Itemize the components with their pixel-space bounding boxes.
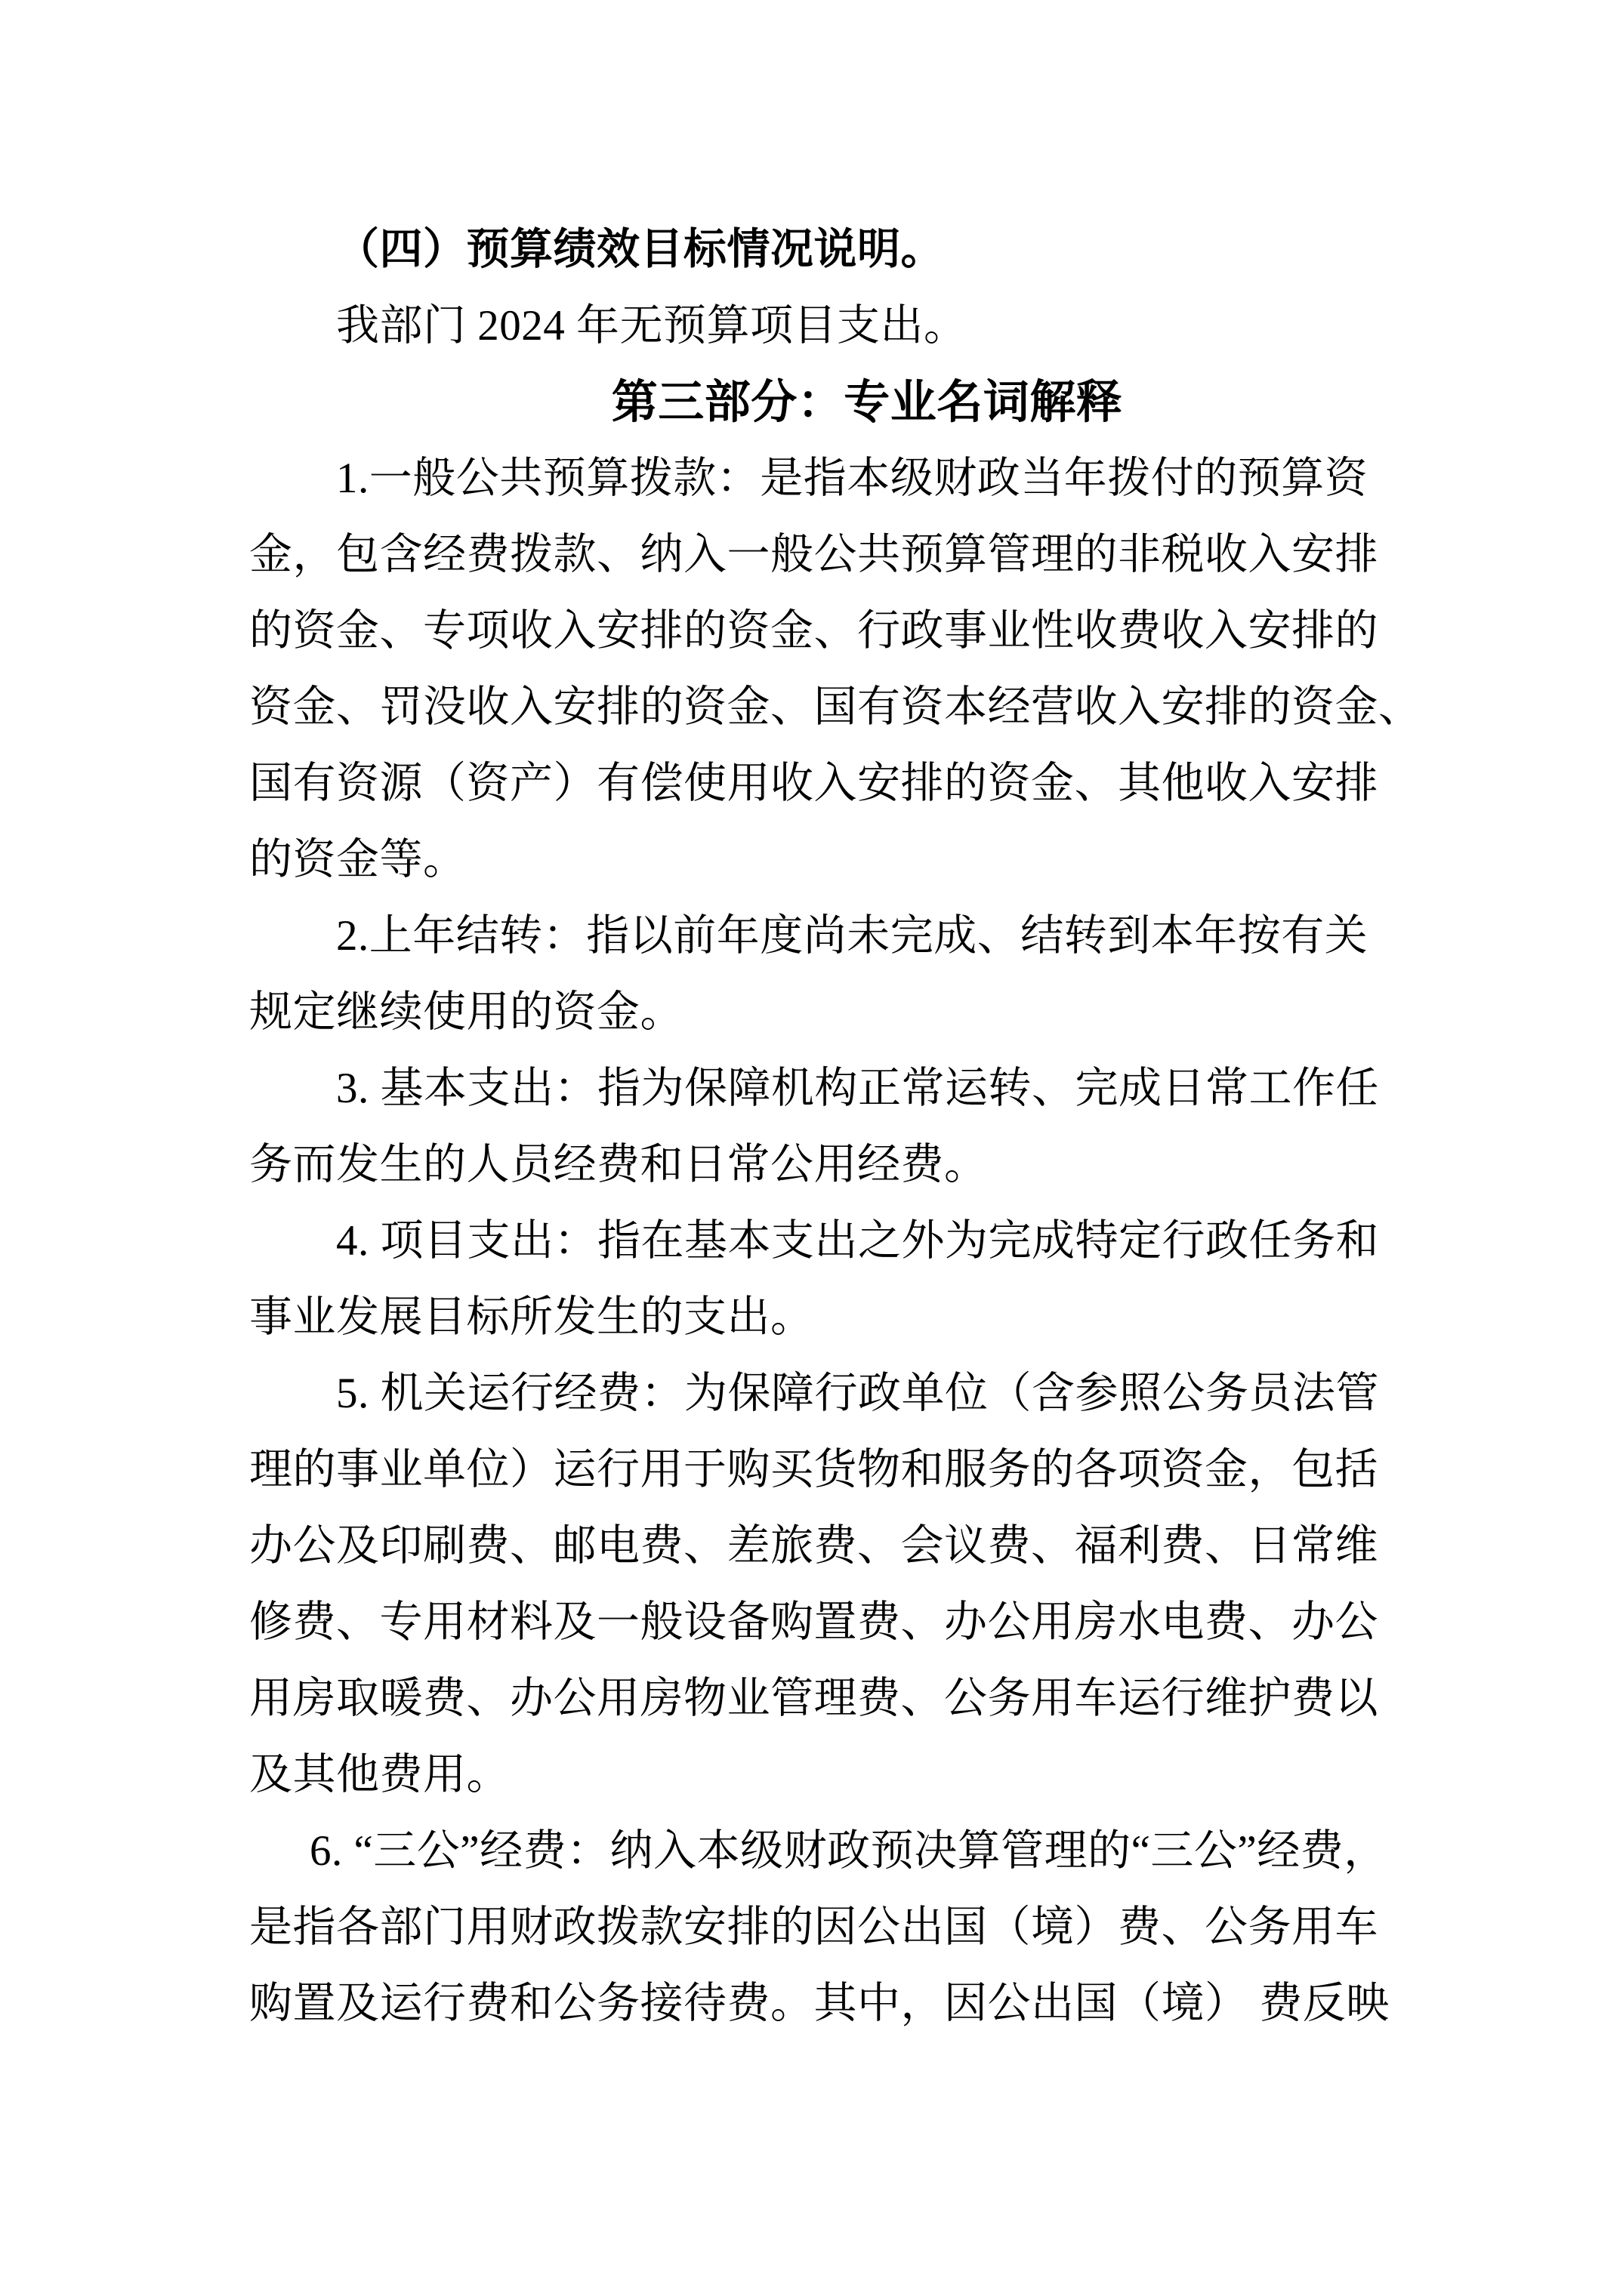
term-definition-1-line-2: 金，包含经费拨款、纳入一般公共预算管理的非税收入安排 (249, 531, 1378, 578)
term-definition-4-line-1: 4. 项目支出：指在基本支出之外为完成特定行政任务和 (336, 1217, 1379, 1265)
term-definition-5-line-5: 用房取暖费、办公用房物业管理费、公务用车运行维护费以 (249, 1675, 1378, 1722)
term-definition-1-line-4: 资金、罚没收入安排的资金、国有资本经营收入安排的资金、 (249, 683, 1422, 731)
term-definition-2-line-2: 规定继续使用的资金。 (249, 988, 683, 1036)
term-definition-1-line-5: 国有资源（资产）有偿使用收入安排的资金、其他收入安排 (249, 760, 1378, 807)
term-definition-6-line-1: 6. “三公”经费：纳入本级财政预决算管理的“三公”经费， (310, 1827, 1387, 1875)
term-definition-2-line-1: 2.上年结转：指以前年度尚未完成、结转到本年按有关 (336, 912, 1368, 960)
term-definition-5-line-1: 5. 机关运行经费：为保障行政单位（含参照公务员法管 (336, 1370, 1379, 1417)
term-definition-6 (249, 1813, 1390, 2042)
section-4-body-line-1: 我部门 2024 年无预算项目支出。 (336, 302, 967, 350)
term-definition-5-line-2: 理的事业单位）运行用于购买货物和服务的各项资金，包括 (249, 1446, 1378, 1493)
part-3-title (249, 364, 1379, 440)
section-heading-4-line-1: （四）预算绩效目标情况说明。 (336, 226, 944, 273)
part-3-title-line-1: 第三部分：专业名词解释 (611, 376, 1123, 427)
term-definition-3-line-2: 务而发生的人员经费和日常公用经费。 (249, 1141, 988, 1188)
term-definition-5 (249, 1355, 1379, 1813)
term-definition-2 (249, 898, 1379, 1050)
term-definition-6-line-2: 是指各部门用财政拨款安排的因公出国（境）费、公务用车 (249, 1903, 1378, 1951)
term-definition-3 (249, 1050, 1379, 1203)
term-definition-5-line-4: 修费、专用材料及一般设备购置费、办公用房水电费、办公 (249, 1598, 1378, 1646)
term-definition-1-line-6: 的资金等。 (249, 836, 467, 883)
term-definition-6-line-3: 购置及运行费和公务接待费。其中，因公出国（境） 费反映 (249, 1980, 1390, 2027)
term-definition-4-line-2: 事业发展目标所发生的支出。 (249, 1293, 814, 1341)
term-definition-1-line-1: 1.一般公共预算拨款：是指本级财政当年拨付的预算资 (336, 455, 1368, 502)
term-definition-5-line-6: 及其他费用。 (249, 1751, 510, 1798)
term-definition-4 (249, 1203, 1379, 1355)
term-definition-3-line-1: 3. 基本支出：指为保障机构正常运转、完成日常工作任 (336, 1065, 1379, 1112)
text-column (249, 211, 1422, 2042)
term-definition-5-line-3: 办公及印刷费、邮电费、差旅费、会议费、福利费、日常维 (249, 1522, 1378, 1570)
term-definition-1 (249, 440, 1422, 898)
section-4-body (249, 288, 1379, 364)
term-definition-1-line-3: 的资金、专项收入安排的资金、行政事业性收费收入安排的 (249, 607, 1378, 655)
section-heading-4 (249, 211, 1379, 288)
